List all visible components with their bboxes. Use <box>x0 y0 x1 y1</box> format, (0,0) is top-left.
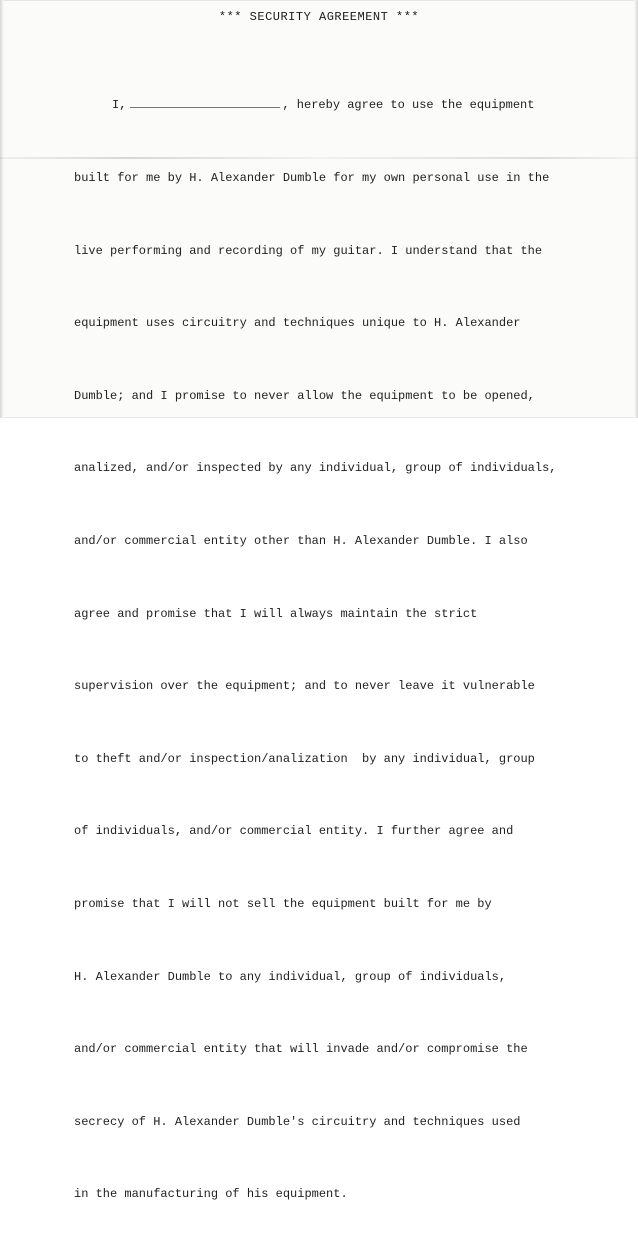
agreement-line: and/or commercial entity other than H. Alexander Dumble. I also <box>74 533 528 548</box>
agreement-line-first <box>74 93 634 117</box>
agreement-line: agree and promise that I will always maintain the strict <box>74 606 478 621</box>
agreement-line: Dumble; and I promise to never allow the equipment to be opened, <box>74 388 535 403</box>
agreement-line: supervision over the equipment; and to never leave it vulnerable <box>74 679 535 694</box>
document-title: *** SECURITY AGREEMENT *** <box>218 10 420 24</box>
page-edge-left <box>0 0 4 418</box>
agreement-line: built for me by H. Alexander Dumble for my own personal use in the <box>74 171 550 185</box>
agreement-line: in the manufacturing of his equipment. <box>74 1187 348 1202</box>
page-edge-right <box>634 0 638 418</box>
name-prefix: I, <box>112 98 127 113</box>
agreement-line: to theft and/or inspection/analization by any individual, group <box>74 751 535 766</box>
agreement-line: equipment uses circuitry and techniques unique to H. Alexander <box>74 316 521 331</box>
name-suffix: , hereby agree to use the equipment <box>282 98 535 113</box>
agreement-line: analized, and/or inspected by any individual, group of individuals, <box>74 461 557 476</box>
agreement-line: secrecy of H. Alexander Dumble's circuitry and techniques used <box>74 1114 521 1129</box>
agreement-line: live performing and recording of my guitar. I understand that the <box>74 243 543 258</box>
name-blank-field <box>130 96 280 108</box>
agreement-line: and/or commercial entity that will invade and/or compromise the <box>74 1042 528 1057</box>
agreement-line: of individuals, and/or commercial entity. I further agree and <box>74 824 514 839</box>
agreement-body <box>74 45 634 1255</box>
agreement-line: promise that I will not sell the equipment built for me by <box>74 896 492 911</box>
agreement-line: H. Alexander Dumble to any individual, group of individuals, <box>74 969 507 984</box>
